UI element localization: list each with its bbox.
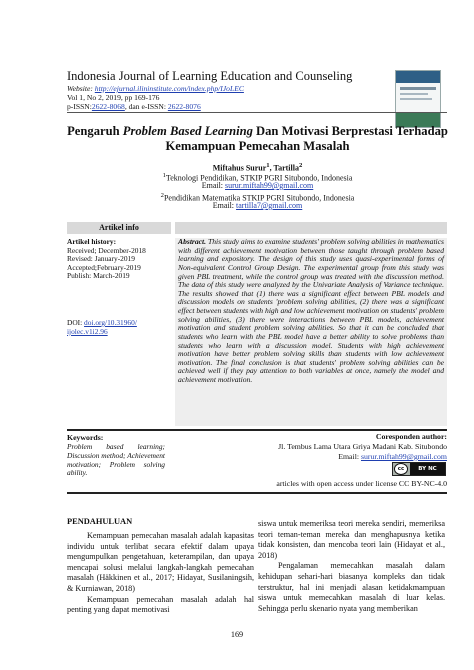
aff2-sup: 2 bbox=[160, 192, 164, 199]
aff1-text: Teknologi Pendidikan, STKIP PGRI Situbondo, Indonesia bbox=[165, 173, 353, 183]
email-1-line bbox=[60, 181, 455, 191]
issn-prefix: p-ISSN: bbox=[67, 102, 92, 111]
e-issn-link[interactable]: 2622-8076 bbox=[167, 102, 201, 111]
left-column bbox=[67, 531, 254, 616]
email-2-link[interactable]: tartilla7@gmail.com bbox=[236, 201, 303, 210]
abstract-header-bar bbox=[175, 222, 447, 234]
aff2-text: Pendidikan Matematika STKIP PGRI Situbondo, Indonesia bbox=[163, 193, 355, 203]
email2-label: Email: bbox=[212, 201, 237, 210]
journal-website-link[interactable]: http://ejurnal.ilininstitute.com/index.php/IJoLEC bbox=[94, 84, 244, 93]
abstract-box bbox=[175, 238, 447, 426]
abstract-text: This study aims to examine students' problem solving abilities in mathematics with different achievement motivation between those taught through problem based learning and expository. The design of this study uses quasi-experimental forms of Non-equivalent Control Group Design. The experimental group from this study was given PBL treatment, while the control group was treated with the discussion method. The data of this study were analyzed by the Univariate Analysis of Variance technique. The results showed that (1) there was a significant effect between PBL models and discussion models on students 'problem solving abilities, (2) there was a significant effect between students with high and low achievement motivation on students' problem solving abilities, (3) there were interactions between PBL models, achievement motivation and student problem solving abilities. So that it can be concluded that students who learn with the PBL model have a better ability to solve problems than students who learn with a discussion model. Students with high achievement motivation have better problem solving skills than students with low achievement motivation. The final conclusion is that students' problem solving abilities can be achieved well if they pay attention to both variables at once, namely the model and achievement motivation. bbox=[178, 237, 444, 384]
doi-link-part1[interactable]: doi.org/10.31960/ bbox=[84, 318, 137, 327]
journal-volume: Vol 1, No 2, 2019, pp 169-176 bbox=[67, 93, 160, 102]
journal-issn bbox=[67, 102, 201, 111]
journal-website-line bbox=[67, 84, 244, 93]
revised-date: Revised: January-2019 bbox=[67, 254, 135, 264]
keywords-label: Keywords: bbox=[67, 433, 104, 442]
section-heading: PENDAHULUAN bbox=[67, 517, 133, 526]
abstract-label: Abstract. bbox=[178, 237, 207, 246]
author-2-sup: 2 bbox=[298, 162, 303, 169]
by-nc-icon: BY NC bbox=[410, 463, 445, 475]
info-bottom-rule bbox=[67, 492, 447, 494]
corr-email-label: Email: bbox=[338, 452, 361, 461]
issn-mid: , dan e-ISSN: bbox=[124, 102, 168, 111]
paper-title-line1 bbox=[60, 124, 455, 139]
accepted-date: Accepted;February-2019 bbox=[67, 262, 141, 272]
article-history bbox=[67, 238, 171, 281]
author-1: Miftahus Surur bbox=[212, 163, 267, 173]
right-paragraph-2: Pengalaman memecahkan masalah dalam kehidupan sehari-hari biasanya kompleks dan tidak terstruktur, hal ini menjadi alasan ketidakmampuan siswa untuk memecahkan masalah di luar kelas. Sehingga perlu skenario nyata yang memberikan bbox=[258, 561, 445, 613]
abstract-bottom-rule bbox=[67, 429, 447, 431]
email-1-link[interactable]: surur.miftah99@gmail.com bbox=[225, 181, 314, 190]
journal-title: Indonesia Journal of Learning Education and Counseling bbox=[67, 69, 353, 83]
right-column bbox=[258, 519, 445, 614]
p-issn-link[interactable]: 2622-8068 bbox=[91, 102, 125, 111]
left-paragraph-2: Kemampuan pemecahan masalah adalah hal penting yang dapat memotivasi bbox=[67, 594, 254, 615]
license-text: articles with open access under license CC BY-NC-4.0 bbox=[276, 479, 447, 488]
website-label: Website: bbox=[67, 84, 95, 93]
publish-date: Publish: March-2019 bbox=[67, 271, 130, 281]
correspondence-email-link[interactable]: surur.miftah99@gmail.com bbox=[360, 452, 447, 461]
aff1-sup: 1 bbox=[162, 172, 166, 179]
email1-label: Email: bbox=[201, 181, 226, 190]
correspondence-address: Jl. Tembus Lama Utara Griya Madani Kab. Situbondo bbox=[278, 442, 447, 451]
title-suffix: Dan Motivasi Berprestasi Terhadap bbox=[252, 124, 448, 138]
doi-link-part2[interactable]: ijolec.v1i2.96 bbox=[67, 326, 108, 336]
doi-label: DOI: bbox=[67, 318, 85, 327]
article-info-header: Artikel info bbox=[67, 222, 171, 234]
author-1-sup: 1 bbox=[266, 162, 270, 169]
header-rule bbox=[67, 112, 447, 113]
title-prefix: Pengaruh bbox=[67, 124, 123, 138]
right-paragraph-1: siswa untuk memeriksa teori mereka sendiri, memeriksa teori teman-teman mereka dan menghapusnya ketika tidak konsisten, dan mencoba teori lain (Hidayat et al., 2018) bbox=[258, 519, 445, 560]
cc-license-badge-icon[interactable] bbox=[392, 462, 446, 476]
author-2: , Tartilla bbox=[269, 163, 299, 173]
keywords-text: Problem based learning; Discussion method; Achievement motivation; Problem solving ability. bbox=[67, 442, 165, 478]
page-number: 169 bbox=[230, 630, 244, 639]
left-paragraph-1: Kemampuan pemecahan masalah adalah kapasitas individu untuk terlibat secara efektif dalam upaya mengumpulkan pengetahuan, keterampilan, dan upaya mencapai solusi melalui langkah-langkah pemecahan masalah (Häkkinen et al., 2017; Hidayat, Susilaningsih, & Kurniawan, 2018) bbox=[67, 531, 254, 593]
received-date: Received; December-2018 bbox=[67, 245, 146, 255]
email-2-line bbox=[60, 201, 455, 211]
correspondence-email-line bbox=[220, 452, 447, 461]
paper-title-line2: Kemampuan Pemecahan Masalah bbox=[165, 139, 350, 153]
correspondence-label: Coresponden author: bbox=[375, 432, 447, 441]
cc-icon: cc bbox=[394, 463, 408, 475]
title-italic: Problem Based Learning bbox=[122, 124, 253, 138]
doi-block bbox=[67, 319, 171, 336]
journal-cover-thumbnail bbox=[395, 70, 441, 128]
history-label: Artikel history: bbox=[67, 237, 117, 246]
